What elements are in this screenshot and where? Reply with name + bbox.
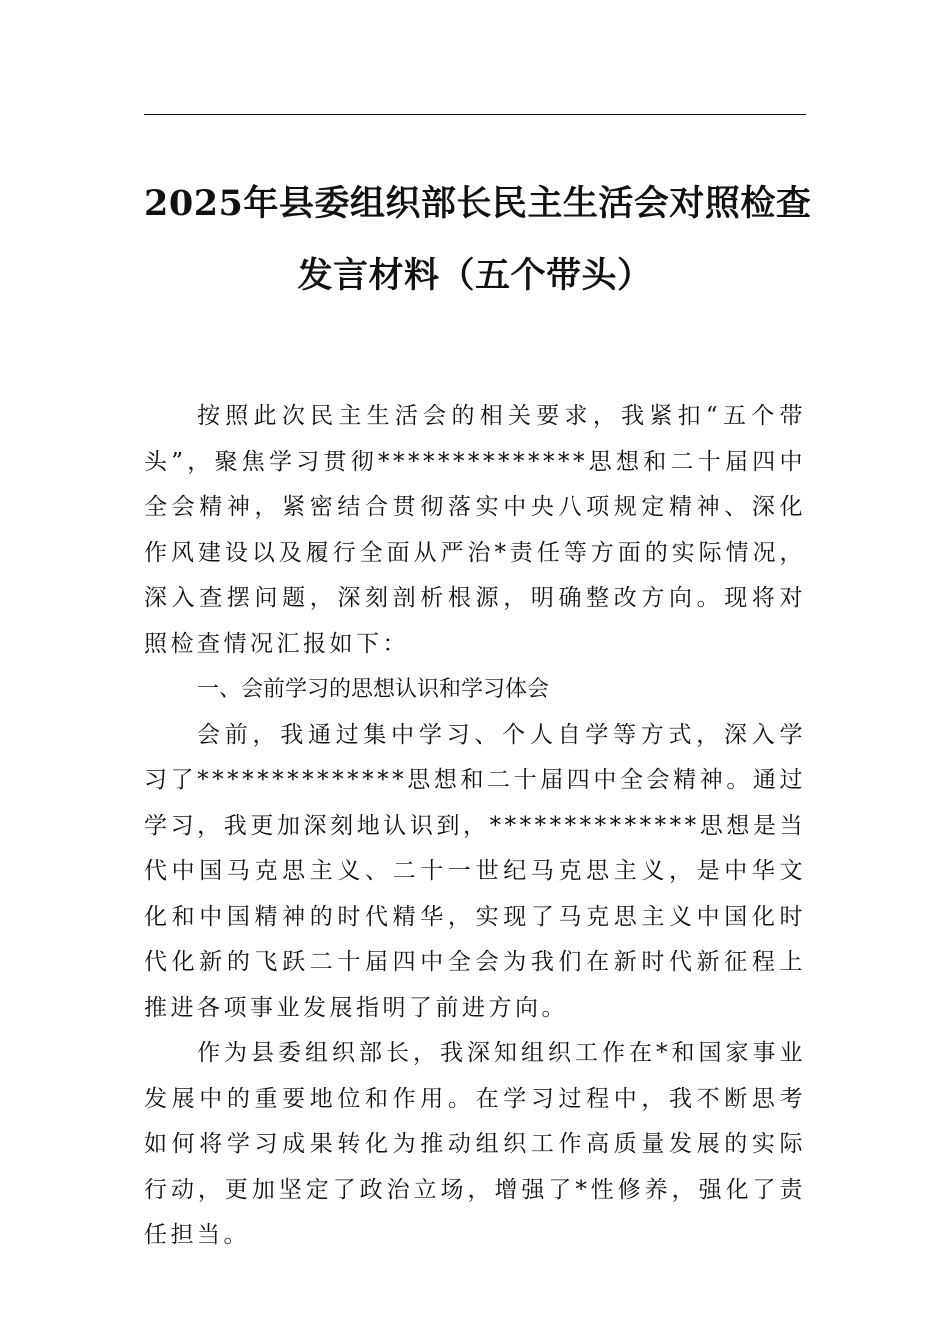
document-title [144,168,812,312]
intro-paragraph: 按照此次民主生活会的相关要求，我紧扣“五个带头”，聚焦学习贯彻**************思想和二十届四中全会精神，紧密结合贯彻落实中央八项规定精神、深化作风建设以及履行全面从严治*责任等方面的实际情况，深入查摆问题，深刻剖析根源，明确整改方向。现将对照检查情况汇报如下： [144,403,806,657]
section-1-paragraph-1: 会前，我通过集中学习、个人自学等方式，深入学习了**************思想和二十届四中全会精神。通过学习，我更加深刻地认识到，**************思想是当代中国马克思主义、二十一世纪马克思主义，是中华文化和中国精神的时代精华，实现了马克思主义中国化时代化新的飞跃二十届四中全会为我们在新时代新征程上推进各项事业发展指明了前进方向。 [144,721,806,1021]
document-body [144,394,806,1259]
header-rule [144,114,806,115]
section-1-paragraph-2: 作为县委组织部长，我深知组织工作在*和国家事业发展中的重要地位和作用。在学习过程中，我不断思考如何将学习成果转化为推动组织工作高质量发展的实际行动，更加坚定了政治立场，增强了*性修养，强化了责任担当。 [144,1040,806,1248]
section-heading-1: 一、会前学习的思想认识和学习体会 [197,677,550,702]
title-line-1: 2025年县委组织部长民主生活会对照检查 [144,183,812,224]
title-line-2: 发言材料（五个带头） [297,255,653,296]
